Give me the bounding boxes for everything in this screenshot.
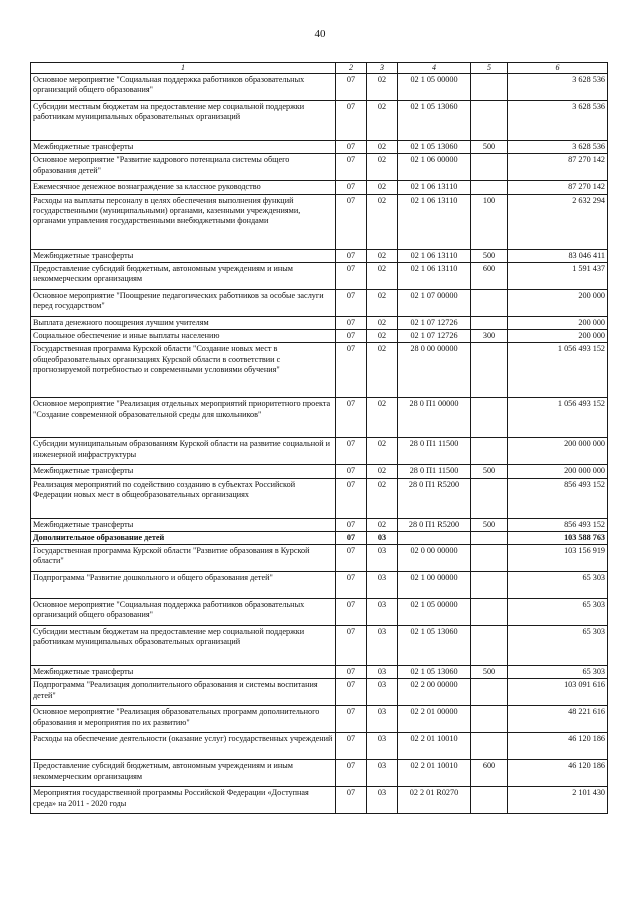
row-section: 07 [336,438,367,465]
row-amount: 3 628 536 [508,74,608,101]
table-row [31,666,608,679]
row-name: Основное мероприятие "Реализация образовательных программ дополнительного образования и мероприятия по их развитию" [31,706,336,733]
row-name: Выплата денежного поощрения лучшим учителям [31,316,336,329]
row-section: 07 [336,679,367,706]
column-header: 2 [336,63,367,74]
row-subsection: 02 [367,518,398,531]
table-body [31,74,608,814]
row-expense-type [471,101,508,141]
row-name: Расходы на обеспечение деятельности (оказание услуг) государственных учреждений [31,733,336,760]
row-name: Межбюджетные трансферты [31,141,336,154]
row-target-article: 02 0 00 00000 [398,545,471,572]
row-target-article: 02 2 00 00000 [398,679,471,706]
table-row [31,760,608,787]
row-expense-type [471,478,508,518]
table-row [31,679,608,706]
row-section: 07 [336,666,367,679]
row-name: Расходы на выплаты персоналу в целях обеспечения выполнения функций государственными (муниципальными) органами, казенными учреждениями, органами управления государственными внебюджетными фондами [31,194,336,249]
row-subsection: 02 [367,101,398,141]
table-row [31,545,608,572]
row-subsection: 03 [367,626,398,666]
row-target-article: 02 1 05 13060 [398,141,471,154]
row-target-article: 02 1 05 00000 [398,74,471,101]
row-target-article: 28 0 П1 11500 [398,465,471,478]
row-section: 07 [336,545,367,572]
row-subsection: 02 [367,262,398,289]
row-section: 07 [336,289,367,316]
row-expense-type: 300 [471,330,508,343]
row-target-article: 02 1 06 13110 [398,181,471,194]
table-row [31,518,608,531]
row-section: 07 [336,518,367,531]
row-target-article: 28 0 П1 R5200 [398,518,471,531]
row-amount: 46 120 186 [508,733,608,760]
row-target-article: 28 0 00 00000 [398,343,471,398]
row-name: Предоставление субсидий бюджетным, автономным учреждениям и иным некоммерческим организациям [31,760,336,787]
row-name: Ежемесячное денежное вознаграждение за классное руководство [31,181,336,194]
row-section: 07 [336,141,367,154]
row-name: Государственная программа Курской области "Развитие образования в Курской области" [31,545,336,572]
row-section: 07 [336,154,367,181]
row-section: 07 [336,74,367,101]
row-subsection: 03 [367,545,398,572]
row-target-article: 28 0 П1 R5200 [398,478,471,518]
row-subsection: 02 [367,181,398,194]
row-subsection: 03 [367,733,398,760]
row-subsection: 02 [367,289,398,316]
row-subsection: 02 [367,330,398,343]
row-amount: 46 120 186 [508,760,608,787]
row-section: 07 [336,760,367,787]
row-section: 07 [336,181,367,194]
row-amount: 200 000 000 [508,438,608,465]
row-subsection: 02 [367,465,398,478]
row-target-article: 02 1 06 00000 [398,154,471,181]
table-row [31,141,608,154]
table-row [31,194,608,249]
row-expense-type: 500 [471,518,508,531]
row-amount: 856 493 152 [508,518,608,531]
table-row [31,465,608,478]
row-amount: 48 221 616 [508,706,608,733]
row-name: Основное мероприятие "Реализация отдельных мероприятий приоритетного проекта "Создание современной образовательной среды для школьников" [31,398,336,438]
row-amount: 200 000 [508,289,608,316]
row-name: Субсидии местным бюджетам на предоставление мер социальной поддержки работникам муниципальных образовательных организаций [31,101,336,141]
row-section: 07 [336,626,367,666]
table-row [31,154,608,181]
row-target-article: 02 1 07 12726 [398,330,471,343]
row-expense-type [471,531,508,544]
row-amount: 200 000 000 [508,465,608,478]
row-name: Основное мероприятие "Социальная поддержка работников образовательных организаций общего образования" [31,599,336,626]
row-amount: 87 270 142 [508,181,608,194]
row-expense-type [471,343,508,398]
row-subsection: 03 [367,599,398,626]
row-name: Дополнительное образование детей [31,531,336,544]
row-name: Субсидии муниципальным образованиям Курской области на развитие социальной и инженерной инфраструктуры [31,438,336,465]
row-section: 07 [336,262,367,289]
row-expense-type [471,181,508,194]
row-subsection: 02 [367,194,398,249]
row-section: 07 [336,599,367,626]
row-subsection: 03 [367,706,398,733]
row-amount: 65 303 [508,666,608,679]
row-name: Межбюджетные трансферты [31,518,336,531]
row-subsection: 02 [367,343,398,398]
row-expense-type: 500 [471,465,508,478]
row-section: 07 [336,398,367,438]
row-name: Основное мероприятие "Развитие кадрового потенциала системы общего образования детей" [31,154,336,181]
row-subsection: 02 [367,249,398,262]
row-amount: 2 101 430 [508,787,608,814]
row-target-article: 02 2 01 10010 [398,760,471,787]
row-amount: 200 000 [508,330,608,343]
row-name: Подпрограмма "Развитие дошкольного и общего образования детей" [31,572,336,599]
row-name: Предоставление субсидий бюджетным, автономным учреждениям и иным некоммерческим организациям [31,262,336,289]
budget-table [30,62,608,814]
row-subsection: 03 [367,679,398,706]
row-amount: 3 628 536 [508,101,608,141]
row-section: 07 [336,194,367,249]
row-target-article: 28 0 П1 11500 [398,438,471,465]
row-amount: 3 628 536 [508,141,608,154]
header-row [31,63,608,74]
row-name: Субсидии местным бюджетам на предоставление мер социальной поддержки работникам муниципальных образовательных организаций [31,626,336,666]
table-row [31,74,608,101]
row-expense-type [471,154,508,181]
row-section: 07 [336,572,367,599]
table-row [31,706,608,733]
row-subsection: 03 [367,572,398,599]
row-amount: 1 056 493 152 [508,343,608,398]
row-target-article: 28 0 П1 00000 [398,398,471,438]
row-section: 07 [336,787,367,814]
row-expense-type: 600 [471,262,508,289]
row-amount: 87 270 142 [508,154,608,181]
row-amount: 103 156 919 [508,545,608,572]
row-expense-type: 600 [471,760,508,787]
row-expense-type [471,599,508,626]
row-name: Государственная программа Курской области "Создание новых мест в общеобразовательных организациях Курской области в соответствии с прогнозируемой потребностью и современными условиями обучения" [31,343,336,398]
row-amount: 200 000 [508,316,608,329]
row-amount: 856 493 152 [508,478,608,518]
row-section: 07 [336,531,367,544]
row-amount: 65 303 [508,572,608,599]
row-target-article [398,531,471,544]
row-name: Основное мероприятие "Социальная поддержка работников образовательных организаций общего образования" [31,74,336,101]
row-amount: 83 046 411 [508,249,608,262]
row-target-article: 02 1 06 13110 [398,262,471,289]
row-expense-type [471,679,508,706]
row-expense-type [471,289,508,316]
column-header: 4 [398,63,471,74]
table-row [31,316,608,329]
row-target-article: 02 1 05 00000 [398,599,471,626]
row-expense-type [471,545,508,572]
row-expense-type: 500 [471,666,508,679]
row-target-article: 02 2 01 10010 [398,733,471,760]
row-subsection: 02 [367,74,398,101]
row-target-article: 02 2 01 00000 [398,706,471,733]
row-subsection: 03 [367,760,398,787]
row-target-article: 02 2 01 R0270 [398,787,471,814]
row-name: Социальное обеспечение и иные выплаты населению [31,330,336,343]
row-expense-type [471,398,508,438]
row-section: 07 [336,343,367,398]
row-section: 07 [336,478,367,518]
table-row [31,599,608,626]
row-target-article: 02 1 07 12726 [398,316,471,329]
row-amount: 65 303 [508,626,608,666]
row-section: 07 [336,249,367,262]
row-subsection: 02 [367,438,398,465]
row-expense-type [471,733,508,760]
row-section: 07 [336,316,367,329]
row-expense-type [471,706,508,733]
row-name: Основное мероприятие "Поощрение педагогических работников за особые заслуги перед государством" [31,289,336,316]
row-section: 07 [336,101,367,141]
row-name: Межбюджетные трансферты [31,666,336,679]
table-row [31,787,608,814]
row-amount: 2 632 294 [508,194,608,249]
row-subsection: 03 [367,531,398,544]
row-subsection: 02 [367,316,398,329]
row-subsection: 03 [367,666,398,679]
row-name: Реализация мероприятий по содействию созданию в субъектах Российской Федерации новых мест в общеобразовательных организациях [31,478,336,518]
table-row [31,531,608,544]
row-subsection: 02 [367,154,398,181]
row-subsection: 02 [367,141,398,154]
table-row [31,478,608,518]
row-amount: 65 303 [508,599,608,626]
row-name: Мероприятия государственной программы Российской Федерации «Доступная среда» на 2011 - 2020 годы [31,787,336,814]
row-target-article: 02 1 05 13060 [398,101,471,141]
row-target-article: 02 1 06 13110 [398,249,471,262]
row-subsection: 02 [367,478,398,518]
table-row [31,398,608,438]
row-expense-type [471,438,508,465]
table-row [31,330,608,343]
table-row [31,733,608,760]
row-amount: 1 591 437 [508,262,608,289]
table-row [31,181,608,194]
row-expense-type: 500 [471,249,508,262]
row-name: Межбюджетные трансферты [31,465,336,478]
row-name: Межбюджетные трансферты [31,249,336,262]
row-target-article: 02 1 05 13060 [398,626,471,666]
row-target-article: 02 1 06 13110 [398,194,471,249]
row-target-article: 02 1 05 13060 [398,666,471,679]
table-row [31,343,608,398]
row-expense-type [471,787,508,814]
table-row [31,289,608,316]
row-target-article: 02 1 00 00000 [398,572,471,599]
table-row [31,626,608,666]
row-expense-type: 500 [471,141,508,154]
row-amount: 103 588 763 [508,531,608,544]
row-amount: 1 056 493 152 [508,398,608,438]
row-expense-type [471,572,508,599]
table-row [31,438,608,465]
row-target-article: 02 1 07 00000 [398,289,471,316]
row-amount: 103 091 616 [508,679,608,706]
row-section: 07 [336,733,367,760]
row-name: Подпрограмма "Реализация дополнительного образования и системы воспитания детей" [31,679,336,706]
table-row [31,262,608,289]
row-subsection: 03 [367,787,398,814]
column-header: 3 [367,63,398,74]
row-expense-type [471,316,508,329]
row-subsection: 02 [367,398,398,438]
column-header: 5 [471,63,508,74]
table-row [31,249,608,262]
row-expense-type: 100 [471,194,508,249]
column-header: 1 [31,63,336,74]
column-header: 6 [508,63,608,74]
row-expense-type [471,74,508,101]
page-number: 40 [314,28,326,40]
row-section: 07 [336,330,367,343]
row-expense-type [471,626,508,666]
row-section: 07 [336,465,367,478]
table-row [31,101,608,141]
row-section: 07 [336,706,367,733]
table-row [31,572,608,599]
